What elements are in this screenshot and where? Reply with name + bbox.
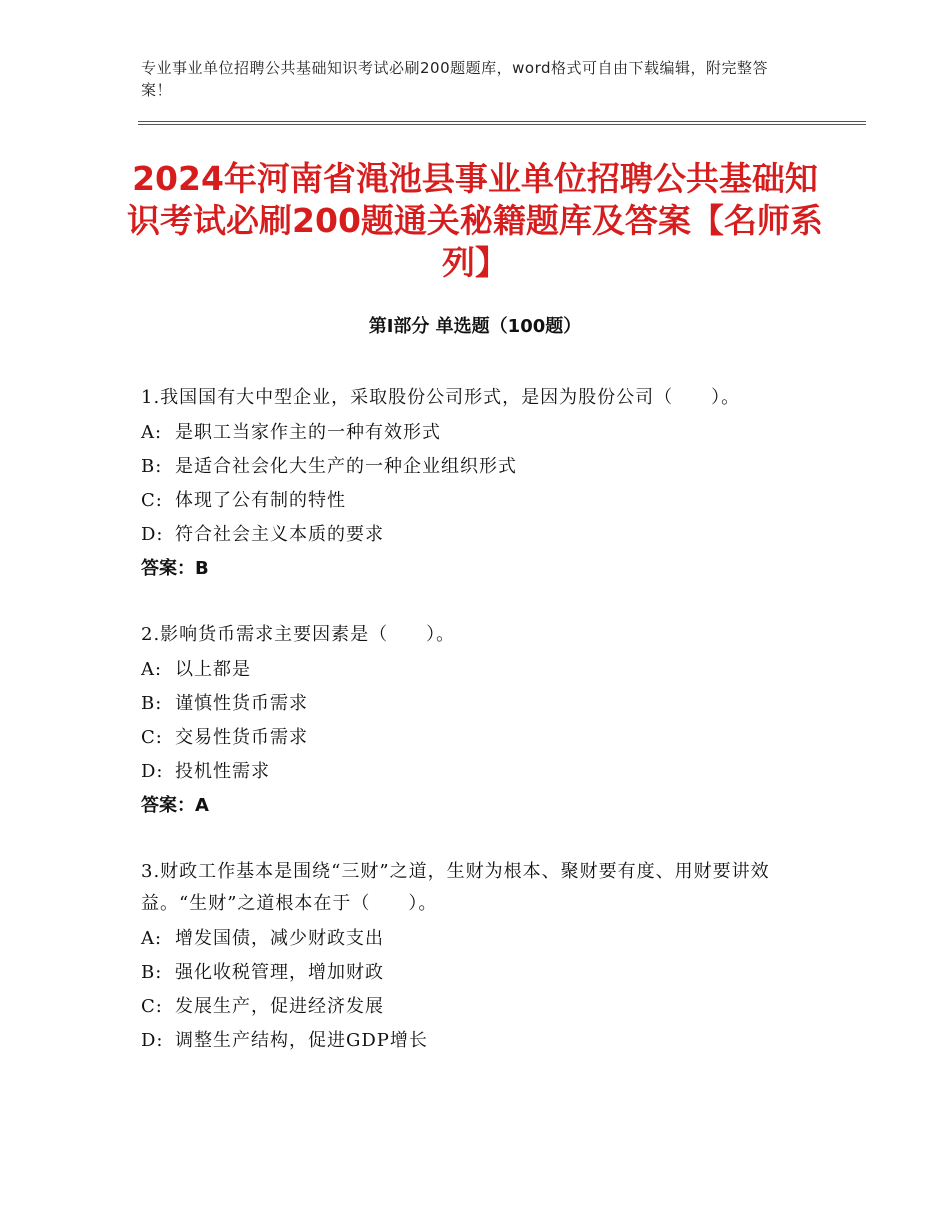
option-text: 调整生产结构，促进GDP增长 [175, 1030, 428, 1051]
option-key: A: [141, 928, 163, 949]
option-c [141, 990, 811, 1024]
question-stem: 1.我国国有大中型企业，采取股份公司形式，是因为股份公司（ ）。 [141, 387, 741, 408]
option-d [141, 1024, 811, 1058]
answer-label: 答案：A [141, 795, 209, 816]
option-text: 增发国债，减少财政支出 [175, 928, 384, 949]
header-note: 专业事业单位招聘公共基础知识考试必刷200题题库，word格式可自由下载编辑，附完整答案！ [141, 59, 769, 99]
option-text: 投机性需求 [175, 761, 270, 782]
option-key: B: [141, 693, 163, 714]
option-text: 谨慎性货币需求 [175, 693, 308, 714]
option-d [141, 755, 811, 789]
question-item [141, 382, 811, 586]
header-divider [138, 121, 866, 122]
option-key: D: [141, 1030, 164, 1051]
option-a [141, 922, 811, 956]
option-text: 体现了公有制的特性 [175, 490, 346, 511]
option-b [141, 687, 811, 721]
option-key: C: [141, 490, 163, 511]
option-a [141, 653, 811, 687]
option-text: 强化收税管理，增加财政 [175, 962, 384, 983]
option-d [141, 518, 811, 552]
header-divider-second [138, 124, 866, 125]
option-a [141, 416, 811, 450]
option-text: 是适合社会化大生产的一种企业组织形式 [175, 456, 517, 477]
question-list [141, 382, 811, 1091]
option-b [141, 450, 811, 484]
option-text: 以上都是 [175, 659, 251, 680]
option-key: C: [141, 727, 163, 748]
option-key: B: [141, 456, 163, 477]
section-title: 第Ⅰ部分 单选题（100题） [368, 316, 582, 337]
question-item [141, 856, 811, 1058]
option-key: A: [141, 422, 163, 443]
option-key: D: [141, 524, 164, 545]
option-b [141, 956, 811, 990]
answer-label: 答案：B [141, 558, 209, 579]
option-key: B: [141, 962, 163, 983]
question-stem: 2.影响货币需求主要因素是（ ）。 [141, 624, 456, 645]
option-key: A: [141, 659, 163, 680]
option-c [141, 721, 811, 755]
option-text: 符合社会主义本质的要求 [175, 524, 384, 545]
question-item [141, 619, 811, 823]
question-stem: 3.财政工作基本是围绕“三财”之道，生财为根本、聚财要有度、用财要讲效益。“生财”之道根本在于（ ）。 [141, 861, 770, 914]
option-text: 发展生产，促进经济发展 [175, 996, 384, 1017]
option-key: C: [141, 996, 163, 1017]
option-key: D: [141, 761, 164, 782]
option-text: 是职工当家作主的一种有效形式 [175, 422, 441, 443]
option-c [141, 484, 811, 518]
document-title: 2024年河南省渑池县事业单位招聘公共基础知识考试必刷200题通关秘籍题库及答案【名师系列】 [127, 159, 823, 282]
option-text: 交易性货币需求 [175, 727, 308, 748]
